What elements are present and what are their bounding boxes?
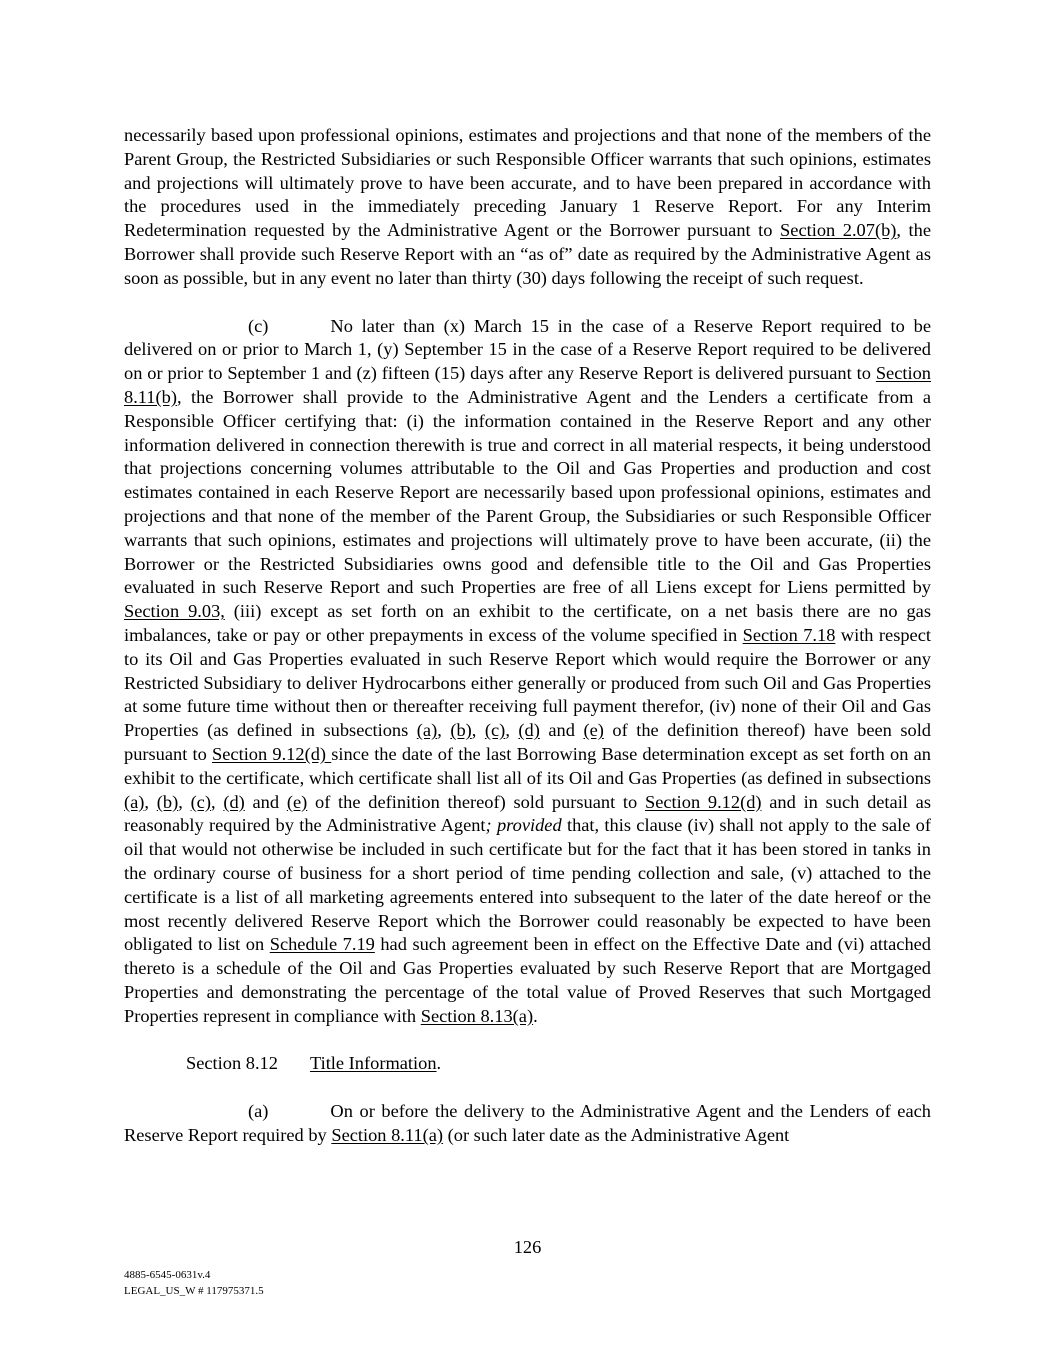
subsection-ref-e: (e)	[583, 720, 604, 741]
section-number: Section 8.12	[186, 1053, 278, 1074]
continuation-paragraph: necessarily based upon professional opinions, estimates and projections and that none of the members of the Parent Group, the Restricted Subsidiaries or such Responsible Officer warrants that such opinions, estimates and projections will ultimately prove to have been accurate, and to have been prepared in accordance with the procedures used in the immediately preceding January 1 Reserve Report. For any Interim Redetermination requested by the Administrative Agent or the Borrower pursuant to Section 2.07(b), the Borrower shall provide such Reserve Report with an “as of” date as required by the Administrative Agent as soon as possible, but in any event no later than thirty (30) days following the receipt of such request.	[124, 125, 932, 288]
section-title: Title Information	[310, 1053, 437, 1074]
subsection-ref-b: (b)	[156, 791, 179, 812]
section-ref-8-11b: Section 8.11(b)	[124, 363, 931, 407]
paragraph-c: (c) No later than (x) March 15 in the case of a Reserve Report required to be delivered on or prior to March 1, (y) September 15 in the case of a Reserve Report required to be delivered on or prior to September 1 and (z) fifteen (15) days after any Reserve Report is delivered pursuant to Section 8.11(b), the Borrower shall provide to the Administrative Agent and the Lenders a certificate from a Responsible Officer certifying that: (i) the information contained in the Reserve Report and any other information delivered in connection therewith is true and correct in all material respects, it being understood that projections concerning volumes attributable to the Oil and Gas Properties and production and cost estimates contained in each Reserve Report are necessarily based upon professional opinions, estimates and projections and that none of the member of the Parent Group, the Subsidiaries or such Responsible Officer warrants that such opinions, estimates and projections will ultimately prove to have been accurate, (ii) the Borrower or the Restricted Subsidiaries owns good and defensible title to the Oil and Gas Properties evaluated in such Reserve Report and such Properties are free of all Liens except for Liens permitted by Section 9.03, (iii) except as set forth on an exhibit to the certificate, on a net basis there are no gas imbalances, take or pay or other prepayments in excess of the volume specified in Section 7.18 with respect to its Oil and Gas Properties evaluated in such Reserve Report which would require the Borrower or any Restricted Subsidiary to deliver Hydrocarbons either generally or produced from such Oil and Gas Properties at some future time without then or thereafter receiving full payment therefor, (iv) none of their Oil and Gas Properties (as defined in subsections (a), (b), (c), (d) and (e) of the definition thereof) have been sold pursuant to Section 9.12(d) since the date of the last Borrowing Base determination except as set forth on an exhibit to the certificate, which certificate shall list all of its Oil and Gas Properties (as defined in subsections (a), (b), (c), (d) and (e) of the definition thereof) sold pursuant to Section 9.12(d) and in such detail as reasonably required by the Administrative Agent; provided that, this clause (iv) shall not apply to the sale of oil that would not otherwise be included in such certificate but for the fact that it has been stored in tanks in the ordinary course of business for a short period of time pending collection and sale, (v) attached to the certificate is a list of all marketing agreements entered into subsequent to the later of the date hereof or the most recently delivered Reserve Report which the Borrower could reasonably be expected to have been obligated to list on Schedule 7.19 had such agreement been in effect on the Effective Date and (vi) attached thereto is a schedule of the Oil and Gas Properties evaluated by such Reserve Report that are Mortgaged Properties and demonstrating the percentage of the total value of Proved Reserves that such Mortgaged Properties represent in compliance with Section 8.13(a).	[124, 315, 932, 1026]
subsection-ref-b: (b)	[450, 720, 472, 741]
subsection-ref-a: (a)	[124, 791, 145, 812]
paragraph-c-label: (c)	[248, 315, 269, 336]
section-ref-9-12d: Section 9.12(d)	[644, 791, 762, 812]
footer-legal-id: LEGAL_US_W # 117975371.5	[124, 1285, 264, 1297]
document-body	[124, 124, 931, 1148]
subsection-ref-a: (a)	[416, 720, 438, 741]
paragraph-a: (a) On or before the delivery to the Administrative Agent and the Lenders of each Reserve Report required by Section 8.11(a) (or such later date as the Administrative Agent	[124, 1101, 931, 1146]
section-ref-9-03: Section 9.03,	[124, 601, 225, 622]
subsection-ref-e: (e)	[286, 791, 308, 812]
paragraph-a-label: (a)	[248, 1101, 269, 1122]
subsection-ref-d: (d)	[518, 720, 540, 741]
section-ref-7-18: Section 7.18	[742, 624, 836, 645]
section-ref-2-07b: Section 2.07(b)	[780, 220, 897, 241]
subsection-ref-c: (c)	[484, 720, 506, 741]
schedule-ref-7-19: Schedule 7.19	[269, 934, 375, 955]
section-heading: Section 8.12 Title Information.	[124, 1052, 931, 1076]
section-ref-8-13a: Section 8.13(a)	[420, 1005, 534, 1026]
page-number: 126	[513, 1237, 542, 1257]
subsection-ref-d: (d)	[223, 791, 245, 812]
provided-italic: ; provided	[485, 815, 562, 836]
footer-doc-id: 4885-6545-0631v.4	[124, 1269, 211, 1281]
section-ref-9-12d: Section 9.12(d)	[212, 743, 332, 764]
document-footer	[124, 1267, 264, 1299]
section-ref-8-11a: Section 8.11(a)	[331, 1125, 444, 1146]
subsection-ref-c: (c)	[190, 791, 211, 812]
